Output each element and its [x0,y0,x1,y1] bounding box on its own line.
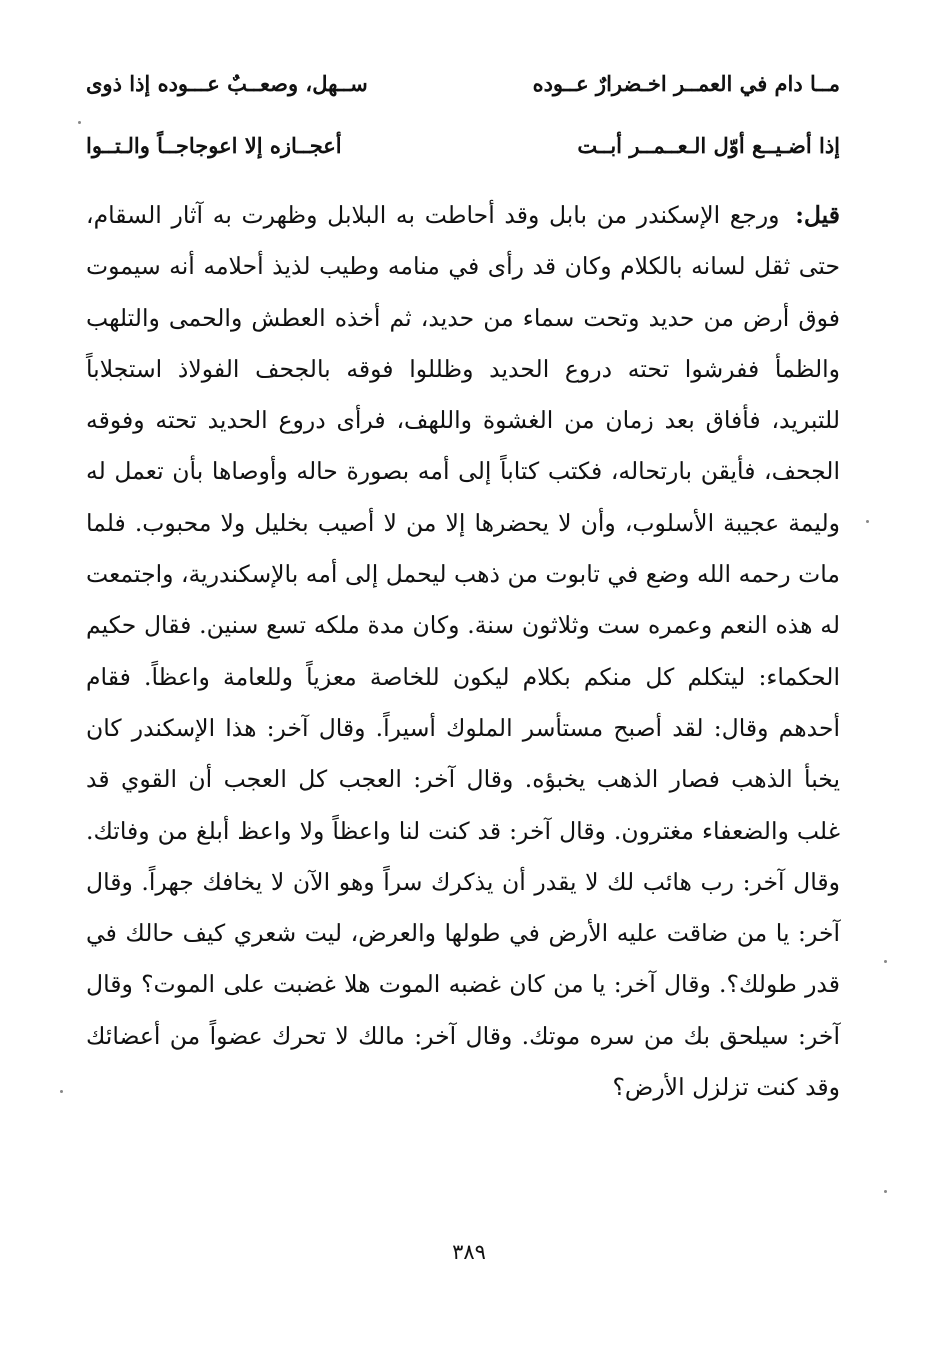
scan-speck [866,520,869,523]
verse-second-hemistich: ســهل، وصعــبٌ عـــوده إذا ذوى [86,70,368,96]
scan-speck [884,960,887,963]
poem-verse [86,52,840,114]
poem [86,52,840,176]
verse-first-hemistich: مــا دام في العمــر اخـضرارٌ عــوده [532,70,840,96]
poem-verse [86,114,840,176]
paragraph-lead-word: قيل: [795,201,840,229]
scan-speck [78,121,81,124]
paragraph-text: ورجع الإسكندر من بابل وقد أحاطت به البلابل وظهرت به آثار السقام، حتى ثقل لسانه بالكلام وكان قد رأى في منامه وطيب لذيذ أحلامه أنه سيموت فوق أرض من حديد وتحت سماء من حديد، ثم أخذه العطش والحمى والتلهب والظمأ ففرشوا تحته دروع الحديد وظللوا فوقه بالجحف الفولاذ استجلاباً للتبريد، فأفاق بعد زمان من الغشوة واللهف، فرأى دروع الحديد تحته وفوقه الجحف، فأيقن بارتحاله، فكتب كتاباً إلى أمه بصورة حاله وأوصاها بأن تعمل له وليمة عجيبة الأسلوب، وأن لا يحضرها إلا من لا أصيب بخليل ولا محبوب. فلما مات رحمه الله وضع في تابوت من ذهب ليحمل إلى أمه بالإسكندرية، واجتمعت له هذه النعم وعمره ست وثلاثون سنة. وكان مدة ملكه تسع سنين. فقال حكيم الحكماء: ليتكلم كل منكم بكلام ليكون للخاصة معزياً وللعامة واعظاً. فقام أحدهم وقال: لقد أصبح مستأسر الملوك أسيراً. وقال آخر: هذا الإسكندر كان يخبأ الذهب فصار الذهب يخبؤه. وقال آخر: العجب كل العجب أن القوي قد غلب والضعفاء مغترون. وقال آخر: قد كنت لنا واعظاً ولا واعظ أبلغ من وفاتك. وقال آخر: رب هائب لك لا يقدر أن يذكرك سراً وهو الآن لا يخافك جهراً. وقال آخر: يا من ضاقت عليه الأرض في طولها والعرض، ليت شعري كيف حالك في قدر طولك؟. وقال آخر: يا من كان غضبه الموت هلا غضبت على الموت؟ وقال آخر: سيلحق بك من سره موتك. وقال آخر: مالك لا تحرك عضواً من أعضائك وقد كنت تزلزل الأرض؟ [86,201,840,1102]
scan-speck [60,1090,63,1093]
verse-second-hemistich: أعجــازه إلا اعوجاجــاً والـتــوا [86,132,342,158]
body-paragraph [86,190,840,1113]
scan-speck [884,1190,887,1193]
page-number: ٣٨٩ [452,1240,486,1264]
verse-first-hemistich: إذا أضـيــع أوّل الـعــمــر أبــت [577,132,840,158]
